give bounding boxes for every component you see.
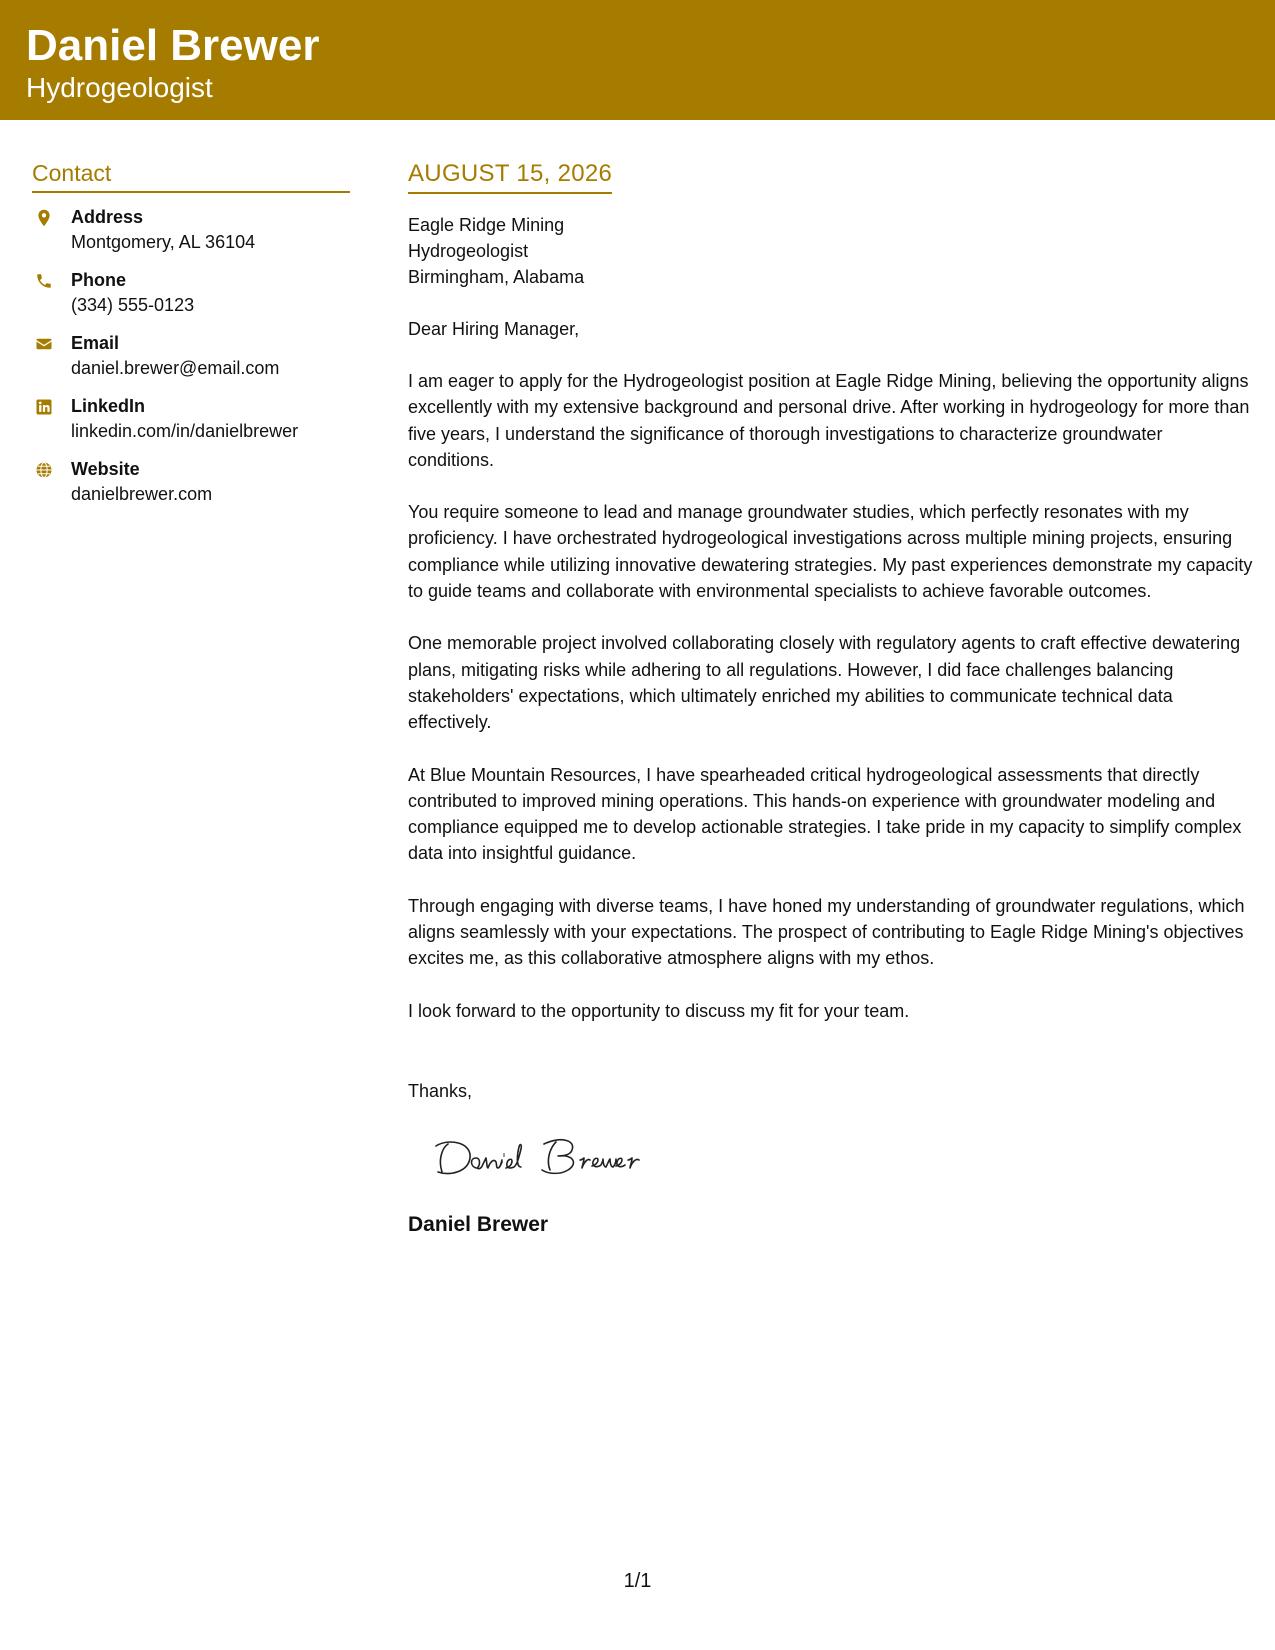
letter-paragraph: At Blue Mountain Resources, I have spearheaded critical hydrogeological assessments that directly contributed to improved mining operations. This hands-on experience with groundwater modeling and compliance equipped me to develop actionable strategies. I take pride in my capacity to simplify complex data into insightful guidance. xyxy=(408,764,1242,864)
applicant-title: Hydrogeologist xyxy=(26,72,213,103)
contact-value: linkedin.com/in/danielbrewer xyxy=(71,421,299,441)
contact-phone xyxy=(32,268,352,331)
header-banner xyxy=(0,0,1275,120)
phone-icon xyxy=(35,272,53,290)
envelope-icon xyxy=(35,335,53,353)
contact-email xyxy=(32,331,352,394)
contact-value: danielbrewer.com xyxy=(71,484,213,504)
contact-value: Montgomery, AL 36104 xyxy=(71,232,256,252)
contact-label: Phone xyxy=(71,270,127,290)
signer-name: Daniel Brewer xyxy=(408,1212,549,1236)
page-number: 1/1 xyxy=(623,1570,652,1592)
handwritten-signature xyxy=(428,1130,668,1190)
closing: Thanks, xyxy=(408,1080,473,1101)
letter-paragraph: You require someone to lead and manage groundwater studies, which perfectly resonates with my proficiency. I have orchestrated hydrogeological investigations across multiple mining projects, ensuring compliance while utilizing innovative dewatering strategies. My past experiences demonstrate my capacity to guide teams and collaborate with environmental specialists to achieve favorable outcomes. xyxy=(408,502,1253,602)
letter-body xyxy=(408,160,1253,1237)
greeting: Dear Hiring Manager, xyxy=(408,319,580,339)
recipient-company: Eagle Ridge Mining xyxy=(408,215,565,235)
contact-website xyxy=(32,457,352,520)
globe-icon xyxy=(35,461,53,479)
recipient-location: Birmingham, Alabama xyxy=(408,267,585,287)
contact-linkedin xyxy=(32,394,352,457)
contact-label: Address xyxy=(71,207,144,227)
contact-label: LinkedIn xyxy=(71,396,146,416)
letter-date: AUGUST 15, 2026 xyxy=(408,160,612,194)
contact-section-title: Contact xyxy=(32,160,350,193)
recipient-position: Hydrogeologist xyxy=(408,241,529,261)
letter-paragraph: One memorable project involved collaborating closely with regulatory agents to craft effective dewatering plans, mitigating risks while adhering to all regulations. However, I did face challenges balancing stakeholders' expectations, which ultimately enriched my abilities to communicate technical data effectively. xyxy=(408,633,1241,733)
contact-list xyxy=(32,205,352,520)
linkedin-icon xyxy=(35,398,53,416)
map-pin-icon xyxy=(35,209,53,227)
applicant-name: Daniel Brewer xyxy=(26,21,320,70)
letter-paragraph: I look forward to the opportunity to discuss my fit for your team. xyxy=(408,1000,910,1021)
letter-paragraph: I am eager to apply for the Hydrogeologist position at Eagle Ridge Mining, believing the opportunity aligns excellently with my extensive background and personal drive. After working in hydrogeology for more than five years, I understand the significance of thorough investigations to characterize groundwater conditions. xyxy=(408,371,1250,470)
letter-paragraph: Through engaging with diverse teams, I have honed my understanding of groundwater regulations, which aligns seamlessly with your expectations. The prospect of contributing to Eagle Ridge Mining's objectives excites me, as this collaborative atmosphere aligns with my ethos. xyxy=(408,895,1245,969)
recipient-block xyxy=(408,212,1253,290)
sidebar xyxy=(32,160,352,520)
contact-address xyxy=(32,205,352,268)
contact-label: Website xyxy=(71,459,140,479)
contact-value: daniel.brewer@email.com xyxy=(71,358,280,378)
contact-label: Email xyxy=(71,333,120,353)
contact-value: (334) 555-0123 xyxy=(71,295,195,315)
